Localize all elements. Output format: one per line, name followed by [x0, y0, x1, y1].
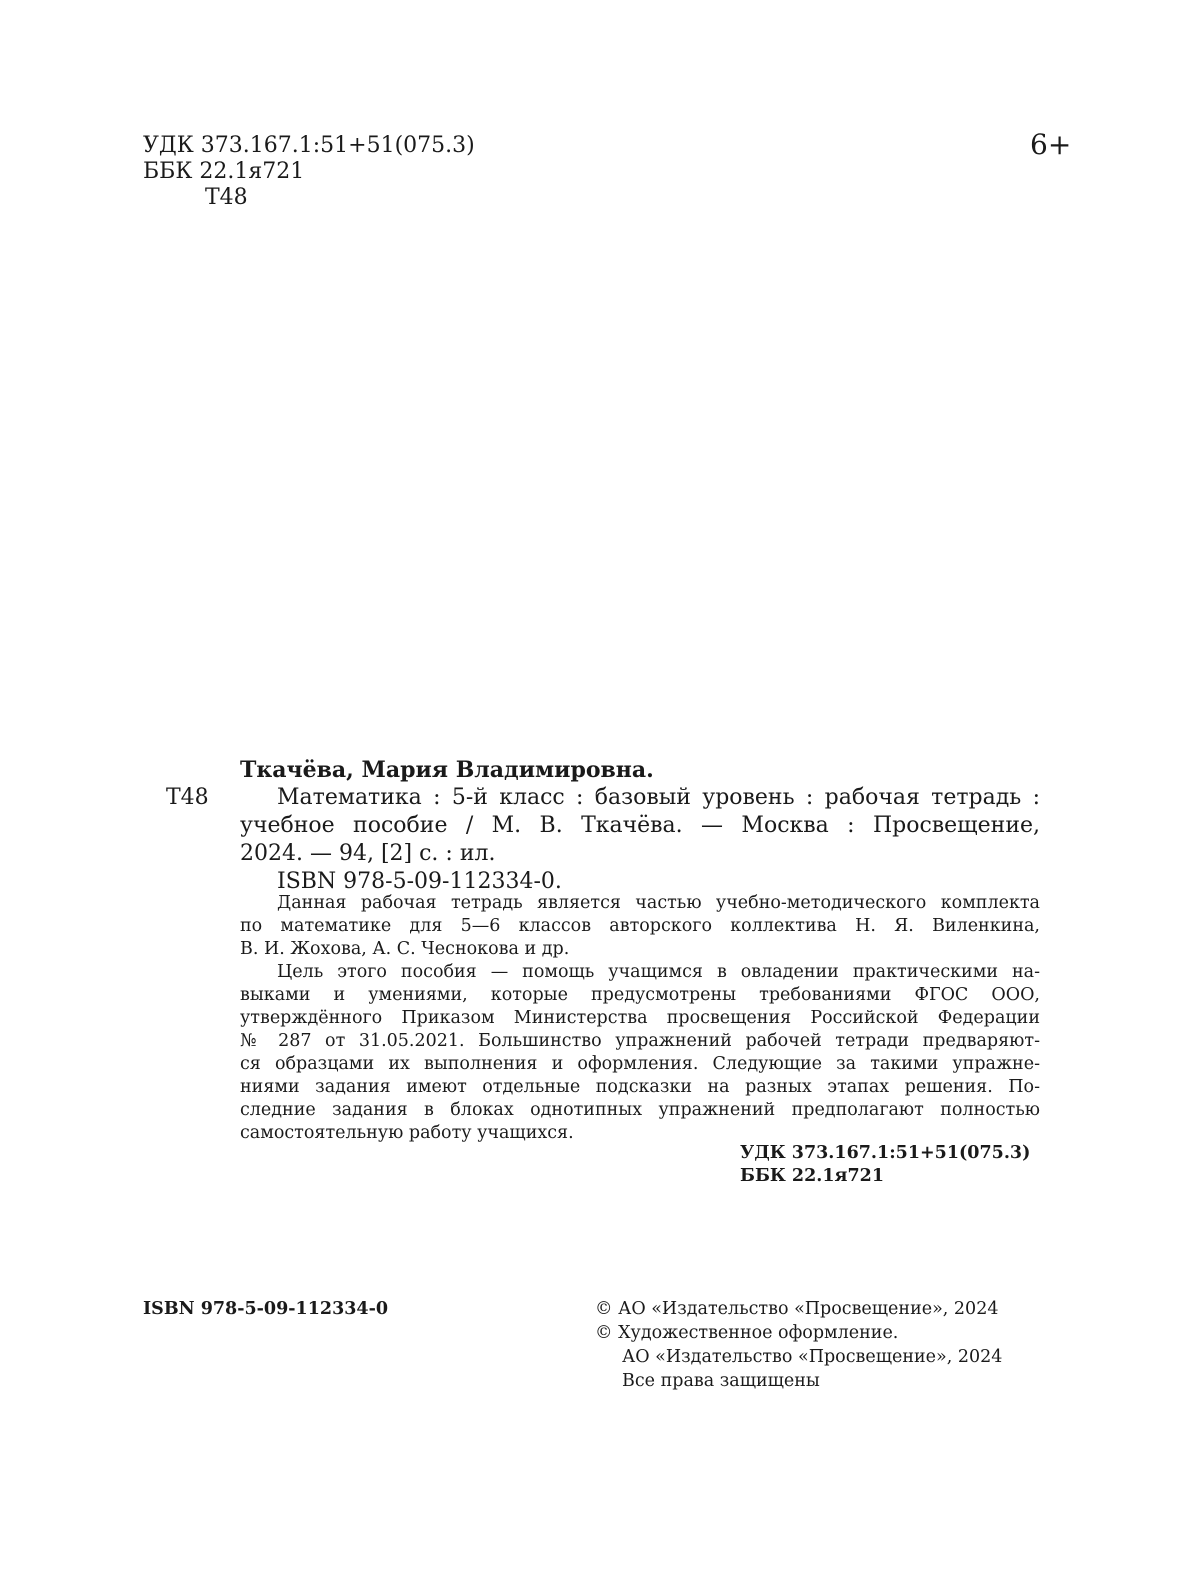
annotation-paragraph-1 — [240, 892, 1040, 961]
annotation-line: следние задания в блоках однотипных упражнений предполагают полностью — [240, 1100, 1040, 1120]
title-line: учебное пособие / М. В. Ткачёва. — Москва : Просвещение, — [240, 813, 1040, 838]
copyright-line: Все права защищены — [622, 1371, 820, 1391]
header-bbk: ББК 22.1я721 — [143, 159, 305, 184]
isbn-line: ISBN 978-5-09-112334-0. — [277, 869, 562, 894]
copyright-line: © АО «Издательство «Просвещение», 2024 — [595, 1299, 999, 1319]
title-line: Математика : 5-й класс : базовый уровень : рабочая тетрадь : — [277, 785, 1040, 810]
annotation-line: утверждённого Приказом Министерства просвещения Российской Федерации — [240, 1008, 1040, 1028]
annotation-line: № 287 от 31.05.2021. Большинство упражнений рабочей тетради предваряют- — [240, 1031, 1040, 1051]
annotation-line: по математике для 5—6 классов авторского коллектива Н. Я. Виленкина, — [240, 916, 1040, 936]
annotation-line: выками и умениями, которые предусмотрены требованиями ФГОС ООО, — [240, 985, 1040, 1005]
header-code: Т48 — [205, 185, 248, 210]
annotation-line: самостоятельную работу учащихся. — [240, 1123, 574, 1143]
annotation-line: ся образцами их выполнения и оформления. Следующие за такими упражне- — [240, 1054, 1040, 1074]
footer-isbn: ISBN 978-5-09-112334-0 — [143, 1299, 389, 1319]
age-rating-badge: 6+ — [1030, 128, 1072, 161]
catalog-code: Т48 — [166, 785, 209, 810]
annotation-line: В. И. Жохова, А. С. Чеснокова и др. — [240, 939, 570, 959]
title-line: 2024. — 94, [2] с. : ил. — [240, 841, 496, 866]
annotation-line: Цель этого пособия — помощь учащимся в овладении практическими на- — [277, 962, 1040, 982]
copyright-line: © Художественное оформление. — [595, 1323, 899, 1343]
author-name: Ткачёва, Мария Владимировна. — [240, 757, 654, 783]
copyright-line: АО «Издательство «Просвещение», 2024 — [622, 1347, 1003, 1367]
card-udk: УДК 373.167.1:51+51(075.3) — [740, 1143, 1031, 1163]
book-title-block — [240, 784, 1040, 896]
annotation-paragraph-2 — [240, 961, 1040, 1145]
card-bbk: ББК 22.1я721 — [740, 1166, 884, 1186]
header-udk: УДК 373.167.1:51+51(075.3) — [143, 133, 475, 158]
annotation-line: ниями задания имеют отдельные подсказки на разных этапах решения. По- — [240, 1077, 1040, 1097]
annotation-line: Данная рабочая тетрадь является частью учебно-методического комплекта — [277, 893, 1040, 913]
